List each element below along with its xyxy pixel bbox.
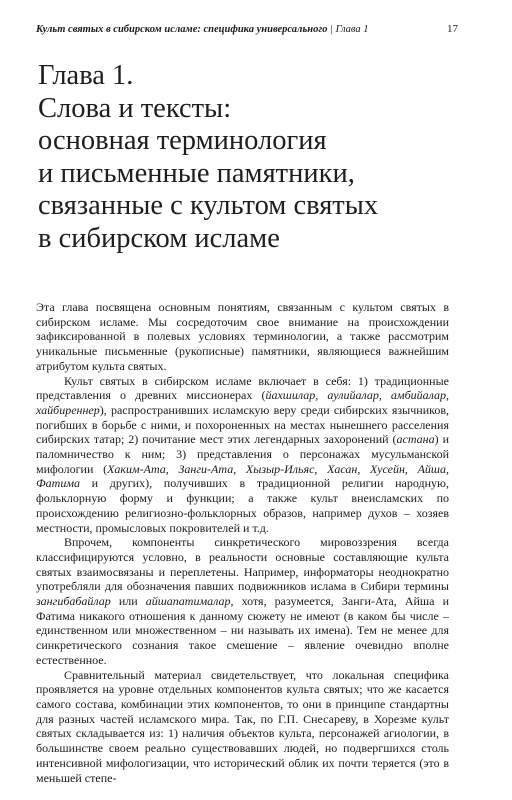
body-text: [36, 300, 449, 785]
text-run: ), распространивших исламскую веру среди сибирских язычников, погибших в борьбе с ними, и похороненных на местах нынешнего расселения сибирских татар; 2) почитание мест этих легендарных захоронений (: [36, 402, 449, 447]
running-head-separator: |: [330, 24, 333, 35]
body-paragraph: [36, 668, 449, 786]
text-run: , хотя, разумеется, Занги-Ата, Айша и Фатима никакого отношения к данному сюжету не имеют (в каком бы числе – единственном или множественном – ни называть их имена). Тем не менее для синкретического сознания такое смешение – явление очевидно вполне естественное.: [36, 594, 449, 667]
italic-term: астана: [396, 432, 435, 447]
italic-term: Хаким-Ата, Занги-Ата, Хызыр-Ильяс, Хасан, Хусейн, Айша, Фатима: [36, 461, 449, 491]
text-run: и других), получивших в традиционной религии народную, фольклорную форму и функции; а также культ внеисламских по происхождению религиозно-фольклорных образов, например духов – хозяев местности, промысловых покровителей и т.д.: [36, 476, 449, 535]
chapter-title: [38, 60, 478, 255]
chapter-title-line: связанные с культом святых: [38, 190, 379, 221]
chapter-title-line: основная терминология: [38, 125, 327, 156]
text-run: Впрочем, компоненты синкретического мировоззрения всегда классифицируются условно, в реальности основные составляющие культа святых взаимосвязаны и переплетены. Например, информаторы неоднократно употребляли для обозначения павших подвижников ислама в Сибири термины: [36, 535, 449, 594]
chapter-title-line: Глава 1.: [38, 60, 134, 91]
page-number: 17: [447, 23, 458, 35]
text-run: Культ святых в сибирском исламе включает в себя: 1) традиционные представления о древних миссионерах (: [36, 373, 449, 403]
running-head-chapter: Глава 1: [335, 24, 369, 35]
running-head: [36, 24, 476, 35]
chapter-title-line: в сибирском исламе: [38, 222, 280, 254]
chapter-title-line: Слова и тексты:: [38, 92, 232, 124]
text-run: Сравнительный материал свидетельствует, что локальная специфика проявляется на уровне отдельных компонентов культа святых; что же касается самого состава, комбинации этих компонентов, то они в принципе стандартны для разных частей исламского мира. Так, по Г.П. Снесареву, в Хорезме культ святых складывается из: 1) наличия объектов культа, персонажей агиологии, в большинстве своем реально существовавших людей, но подвергшихся столь интенсивной мифологизации, что исторический облик их почти теряется (это в меньшей степе-: [36, 667, 449, 785]
italic-term: зангибабайлар: [36, 594, 111, 609]
body-paragraph: [36, 535, 449, 667]
body-paragraph: [36, 374, 449, 536]
text-run: Эта глава посвящена основным понятиям, связанным с культом святых в сибирском исламе. Мы сосредоточим свое внимание на происхождении зафиксированной в полевых условиях терминологии, а также рассмотрим уникальные письменные (рукописные) памятники, являющиеся важнейшим атрибутом культа святых.: [36, 300, 449, 373]
italic-term: айшапатималар: [145, 594, 231, 609]
body-paragraph: [36, 300, 449, 374]
italic-term: йахшилар, аулийалар, амбийалар, хайбиреннер: [36, 388, 450, 417]
text-run: ) и паломничество к ним; 3) представления о персонажах мусульманской мифологии (: [36, 432, 449, 476]
text-run: или: [110, 594, 146, 609]
chapter-title-line: и письменные памятники,: [38, 157, 355, 189]
running-head-title: Культ святых в сибирском исламе: специфика универсального: [36, 24, 328, 35]
